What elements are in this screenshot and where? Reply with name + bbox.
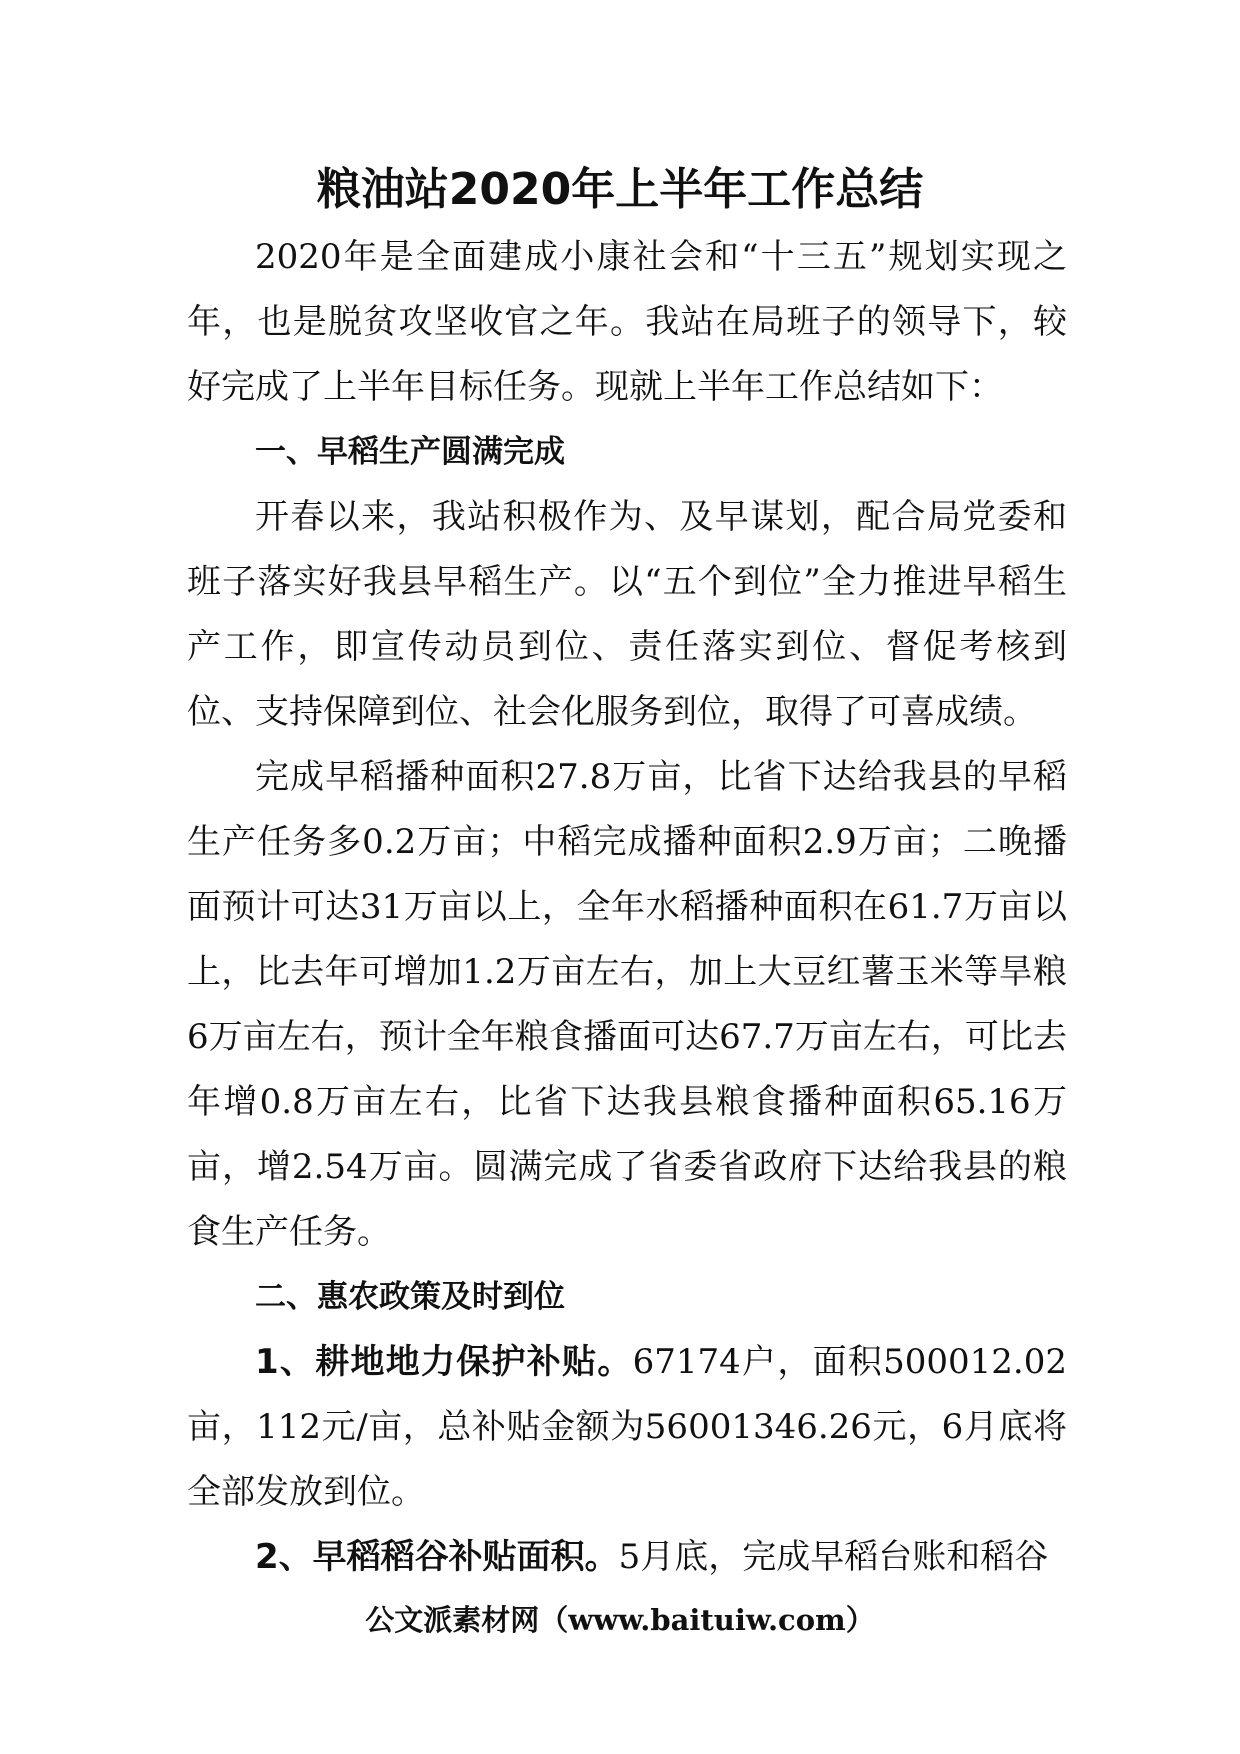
section-1-paragraph-1: 开春以来，我站积极作为、及早谋划，配合局党委和班子落实好我县早稻生产。以“五个到位”全力推进早稻生产工作，即宣传动员到位、责任落实到位、督促考核到位、支持保障到位、社会化服务到位，取得了可喜成绩。 — [187, 497, 1067, 732]
intro-paragraph: 2020年是全面建成小康社会和“十三五”规划实现之年，也是脱贫攻坚收官之年。我站在局班子的领导下，较好完成了上半年目标任务。现就上半年工作总结如下： — [187, 237, 1067, 407]
document-body — [187, 225, 1067, 1590]
section-1-heading: 一、早稻生产圆满完成 — [255, 434, 565, 470]
section-2-heading: 二、惠农政策及时到位 — [255, 1279, 565, 1315]
section-2-item-2 — [187, 1525, 1067, 1590]
item-1-text: 67174户，面积500012.02亩，112元/亩，总补贴金额为56001346.26元，6月底将全部发放到位。 — [187, 1342, 1067, 1512]
section-2-item-1 — [187, 1330, 1067, 1525]
section-1-paragraph-2: 完成早稻播种面积27.8万亩，比省下达给我县的早稻生产任务多0.2万亩；中稻完成播种面积2.9万亩；二晚播面预计可达31万亩以上，全年水稻播种面积在61.7万亩以上，比去年可增加1.2万亩左右，加上大豆红薯玉米等旱粮6万亩左右，预计全年粮食播面可达67.7万亩左右，可比去年增0.8万亩左右，比省下达我县粮食播种面积65.16万亩，增2.54万亩。圆满完成了省委省政府下达给我县的粮食生产任务。 — [187, 757, 1067, 1252]
item-2-text: 5月底，完成早稻台账和稻谷 — [618, 1537, 1049, 1577]
footer-watermark: 公文派素材网（www.baituiw.com） — [365, 1603, 875, 1637]
item-1-lead: 1、耕地地力保护补贴。 — [255, 1342, 633, 1382]
document-title: 粮油站2020年上半年工作总结 — [316, 164, 924, 215]
item-2-lead: 2、早稻稻谷补贴面积。 — [255, 1537, 619, 1577]
